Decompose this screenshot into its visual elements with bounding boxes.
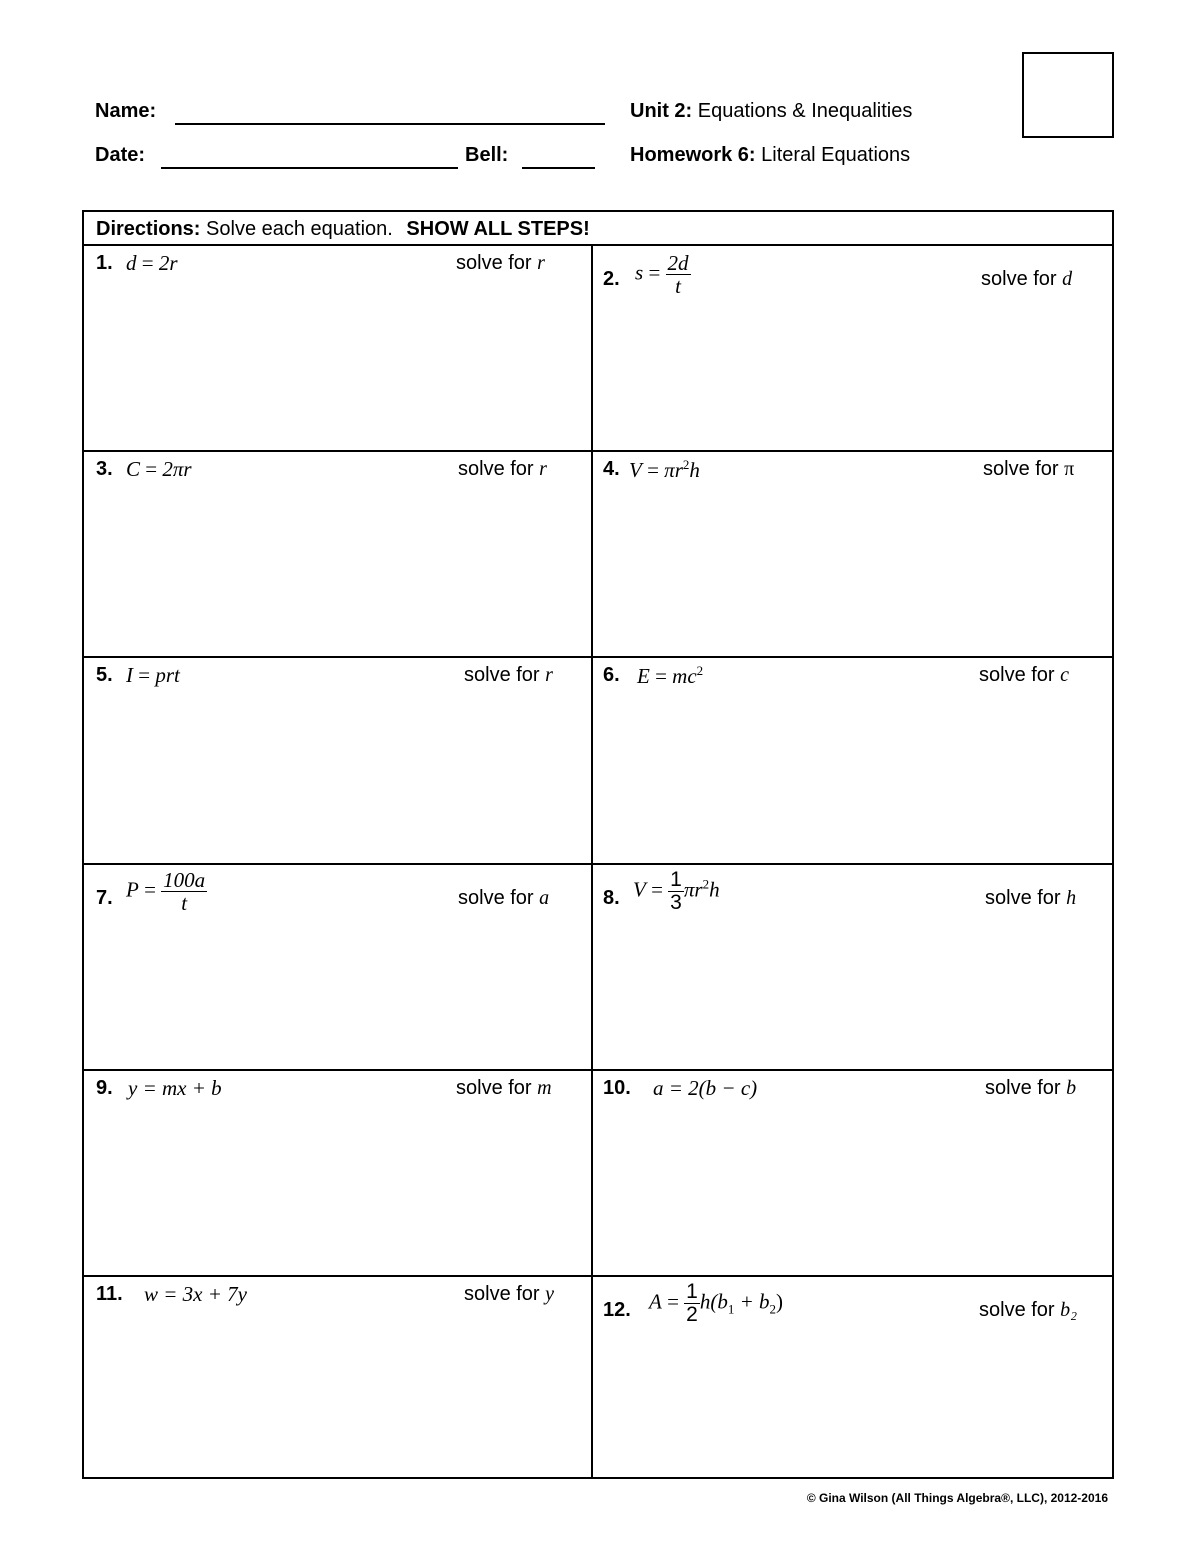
problem-number: 12. (603, 1299, 631, 1321)
directions-emphasis: SHOW ALL STEPS! (406, 218, 590, 240)
problem-3[interactable] (84, 452, 591, 656)
solve-for-label: solve for r (464, 664, 553, 686)
homework-heading (630, 144, 910, 167)
solve-for-label: solve for b₂ (979, 1299, 1078, 1321)
problem-number: 10. (603, 1077, 631, 1099)
equation: P = $\frac{100a}{t}$ (126, 868, 206, 916)
problem-7[interactable] (84, 865, 591, 1069)
problem-1[interactable] (84, 246, 591, 450)
equation: y = mx + b (128, 1076, 222, 1100)
equation: A = $\frac{1}{2}$ $h(b_1 + b_2)$ (649, 1280, 784, 1327)
directions-label: Directions: (96, 218, 201, 240)
solve-for-label: solve for a (458, 887, 550, 909)
homework-title: Literal Equations (761, 144, 911, 166)
problem-4[interactable] (593, 452, 1114, 656)
directions-text: Solve each equation. (206, 218, 393, 240)
problem-8[interactable] (593, 865, 1114, 1069)
equation: w = 3x + 7y (144, 1282, 247, 1306)
problem-5[interactable] (84, 658, 591, 863)
bell-label: Bell: (465, 144, 509, 166)
equation: d = 2r (126, 251, 178, 275)
unit-title: Equations & Inequalities (697, 100, 913, 122)
problem-number: 5. (96, 664, 113, 686)
solve-for-label: solve for d (981, 268, 1073, 290)
solve-for-label: solve for r (458, 458, 547, 480)
problem-number: 6. (603, 664, 620, 686)
unit-heading (630, 100, 912, 123)
name-label: Name: (95, 100, 157, 122)
copyright-footer: © Gina Wilson (All Things Algebra®, LLC), 2012-2016 (806, 1491, 1108, 1505)
equation: I = prt (126, 663, 180, 687)
problem-number: 9. (96, 1077, 113, 1099)
problem-11[interactable] (84, 1277, 591, 1477)
equation: $E = mc^2$ (637, 663, 704, 688)
problem-number: 11. (96, 1283, 123, 1305)
problem-9[interactable] (84, 1071, 591, 1275)
problem-12[interactable] (593, 1277, 1114, 1477)
equation: s = $\frac{2d}{t}$ (635, 251, 689, 299)
solve-for-label: solve for π (983, 458, 1075, 480)
homework-label: Homework 6: (630, 144, 756, 166)
problem-number: 3. (96, 458, 113, 480)
date-field[interactable] (161, 147, 458, 169)
solve-for-label: solve for y (464, 1283, 555, 1305)
directions-bar (84, 212, 1112, 246)
problem-number: 7. (96, 887, 113, 909)
solve-for-label: solve for r (456, 252, 545, 274)
equation: V = $\frac{1}{3}$ $\pi r^2h$ (633, 868, 720, 915)
problem-number: 1. (96, 252, 113, 274)
solve-for-label: solve for b (985, 1077, 1077, 1099)
equation: $V = \pi r^2h$ (629, 457, 700, 482)
problem-number: 4. (603, 458, 620, 480)
name-field[interactable] (175, 103, 605, 125)
solve-for-label: solve for h (985, 887, 1077, 909)
equation: C = 2πr (126, 457, 192, 481)
worksheet-grid (82, 210, 1114, 1479)
bell-field[interactable] (522, 147, 595, 169)
date-label: Date: (95, 144, 146, 166)
solve-for-label: solve for m (456, 1077, 552, 1099)
solve-for-label: solve for c (979, 664, 1070, 686)
grade-box[interactable] (1022, 52, 1114, 138)
equation: a = 2(b − c) (653, 1076, 758, 1100)
problem-6[interactable] (593, 658, 1114, 863)
problem-number: 8. (603, 887, 620, 909)
problem-10[interactable] (593, 1071, 1114, 1275)
unit-label: Unit 2: (630, 100, 693, 122)
problem-2[interactable] (593, 246, 1114, 450)
problem-number: 2. (603, 268, 620, 290)
